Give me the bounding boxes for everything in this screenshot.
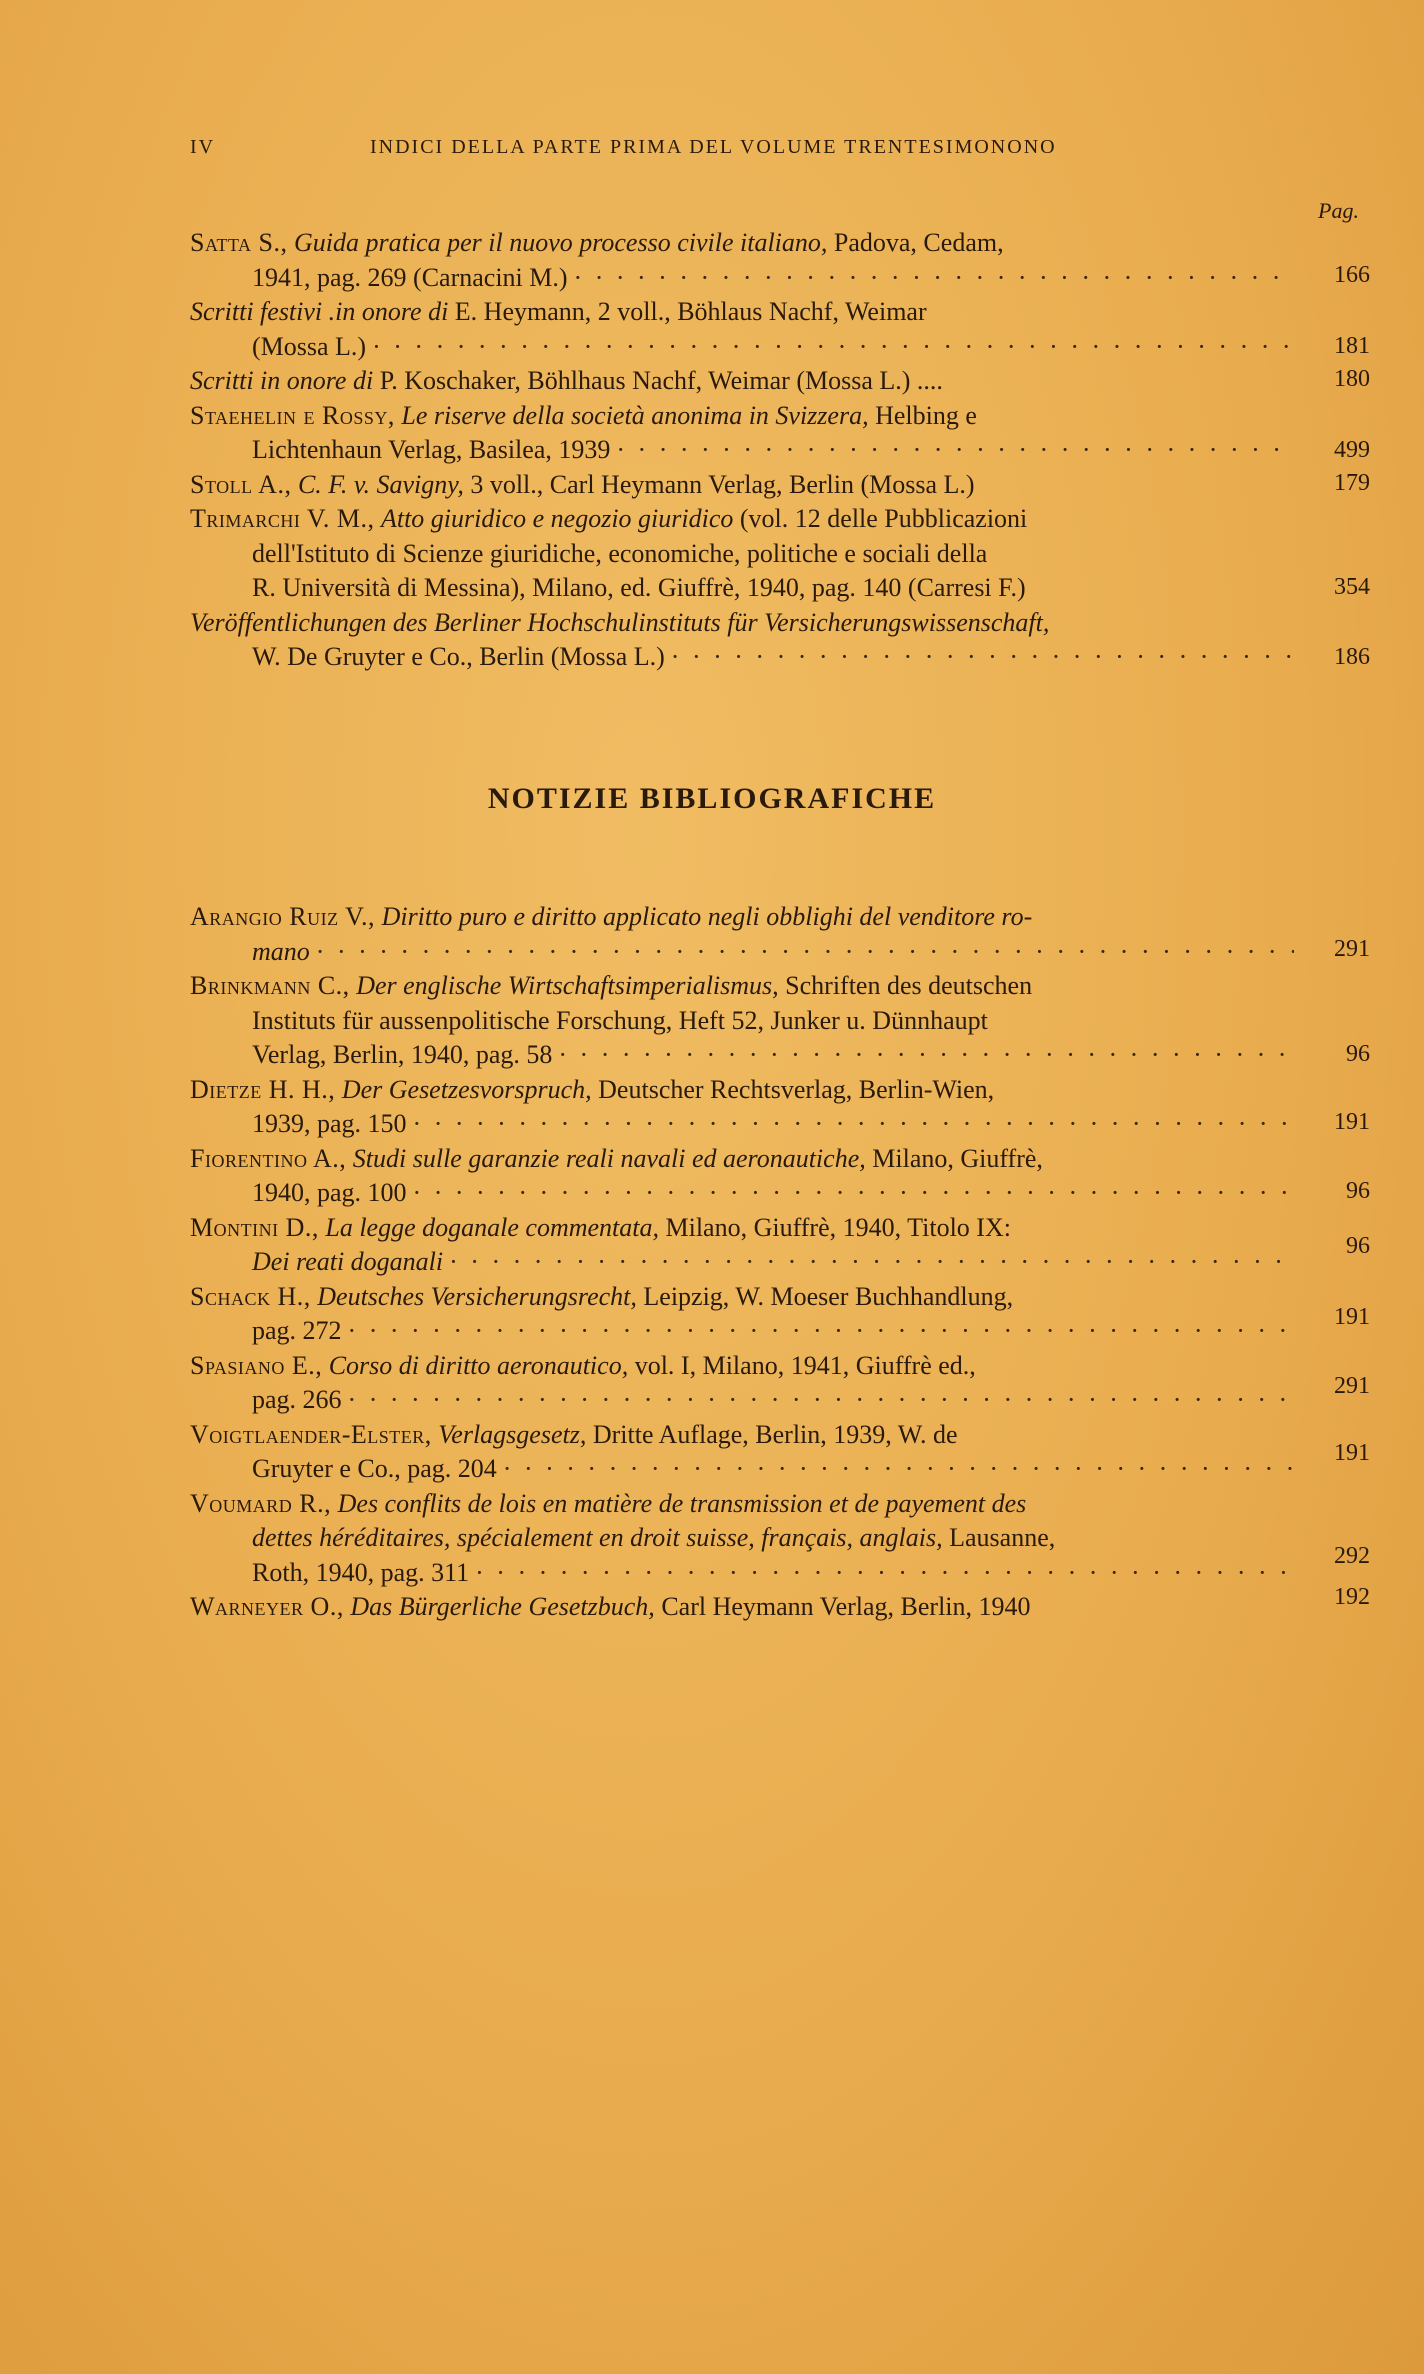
entry-details: Roth, 1940, pag. 311 [252, 1557, 470, 1587]
notizie-list [190, 900, 1370, 1625]
entry-page-number: 291 [1334, 1372, 1370, 1399]
entry-title: Corso di diritto aeronautico, [328, 1350, 629, 1380]
entry-publisher: Milano, Giuffrè, [872, 1143, 1043, 1173]
entry-details: W. De Gruyter e Co., Berlin (Mossa L.) [252, 642, 665, 671]
entry-page-number: 499 [1334, 436, 1370, 463]
index-entry [190, 1142, 1370, 1211]
entry-details: 1941, pag. 269 (Carnacini M.) [252, 262, 568, 292]
entry-details: R. Università di Messina), Milano, ed. Giuffrè, 1940, pag. 140 (Carresi F.) [252, 573, 1026, 602]
entry-page-number: 179 [1334, 469, 1370, 496]
index-entry [190, 1349, 1370, 1418]
entry-author: Voumard R., [190, 1488, 332, 1518]
entry-publisher: Milano, Giuffrè, 1940, Titolo IX: [665, 1212, 1011, 1242]
entry-details: pag. 266 [252, 1385, 342, 1414]
entry-publisher: Helbing e [875, 400, 977, 430]
entry-title: C. F. v. Savigny, [297, 469, 464, 499]
entry-publisher: Padova, Cedam, [833, 228, 1004, 257]
entry-author: Warneyer O., [190, 1592, 344, 1621]
index-entry [190, 226, 1370, 295]
index-entry [190, 1418, 1370, 1487]
entry-page-number: 96 [1346, 1177, 1370, 1204]
entry-details: dettes héréditaires, spécialement en droit suisse, français, anglais, [252, 1523, 943, 1552]
index-entry [190, 1584, 1370, 1625]
entry-title: Des conflits de lois en matière de transmission et de payement des [337, 1488, 1027, 1518]
leader-dots [475, 1556, 1294, 1591]
leader-dots [372, 330, 1294, 365]
entry-details: Lichtenhaun Verlag, Basilea, 1939 [252, 435, 611, 464]
index-entry [190, 606, 1370, 675]
entry-title: Deutsches Versicherungsrecht, [317, 1281, 637, 1311]
entry-page-number: 191 [1334, 1108, 1370, 1135]
leader-dots [316, 935, 1294, 970]
index-entry [190, 399, 1370, 468]
index-entry [190, 468, 1370, 503]
leader-dots [503, 1452, 1294, 1487]
index-entry [190, 969, 1370, 1073]
entry-publisher: Carl Heymann Verlag, Berlin, 1940 [661, 1592, 1031, 1621]
entry-title: Atto giuridico e negozio giuridico [380, 504, 734, 533]
entry-page-number: 96 [1346, 1041, 1370, 1067]
index-entry [190, 1487, 1370, 1591]
entry-details: pag. 272 [252, 1316, 342, 1345]
section-title: NOTIZIE BIBLIOGRAFICHE [487, 782, 937, 815]
entry-page-number: 291 [1334, 936, 1370, 962]
entry-title: Scritti festivi .in onore di [190, 297, 449, 326]
entry-publisher: Deutscher Rechtsverlag, Berlin-Wien, [598, 1074, 995, 1104]
index-entry [190, 364, 1370, 399]
entry-page-number: 186 [1334, 643, 1370, 670]
entry-author: Schack H., [190, 1281, 311, 1311]
entry-author: Brinkmann C., [190, 971, 350, 1000]
entry-details: Instituts für aussenpolitische Forschung, Heft 52, Junker u. Dünnhaupt [252, 1005, 988, 1035]
running-title: INDICI DELLA PARTE PRIMA DEL VOLUME TRENTESIMONONO [370, 136, 1057, 158]
index-entry [190, 502, 1370, 606]
entry-page-number: 292 [1334, 1542, 1370, 1569]
leader-dots [574, 261, 1294, 296]
entry-details: 1939, pag. 150 [252, 1109, 407, 1138]
reviews-list [190, 226, 1370, 675]
entry-title: La legge doganale commentata, [325, 1212, 659, 1242]
entry-details: (Mossa L.) [252, 331, 367, 361]
entry-title: Das Bürgerliche Gesetzbuch, [350, 1592, 655, 1621]
entry-details: 1940, pag. 100 [252, 1178, 407, 1207]
entry-page-number: 192 [1334, 1584, 1370, 1610]
entry-page-number: 96 [1346, 1232, 1370, 1259]
entry-details: dell'Istituto di Scienze giuridiche, economiche, politiche e sociali della [252, 538, 988, 568]
entry-title: Studi sulle garanzie reali navali ed aeronautiche, [352, 1143, 866, 1173]
entry-author: Arangio Ruiz V., [190, 902, 376, 931]
entry-publisher: Schriften des deutschen [785, 971, 1033, 1000]
leader-dots [671, 640, 1294, 675]
entry-publisher: E. Heymann, 2 voll., Böhlaus Nachf, Weimar [454, 297, 927, 326]
index-entry [190, 900, 1370, 969]
pag-column-label: Pag. [1318, 198, 1359, 223]
index-entry [190, 1073, 1370, 1142]
entry-title: Le riserve della società anonima in Svizzera, [401, 400, 869, 430]
leader-dots [616, 433, 1294, 468]
entry-title: Verlagsgesetz, [438, 1419, 587, 1449]
entry-publisher: P. Koschaker, Böhlhaus Nachf, Weimar (Mossa L.) .... [379, 366, 943, 395]
entry-title: Diritto puro e diritto applicato negli obblighi del venditore ro- [381, 902, 1033, 931]
entry-page-number: 191 [1334, 1303, 1370, 1330]
entry-page-number: 191 [1334, 1439, 1370, 1466]
entry-author: Voigtlaender-Elster, [190, 1419, 432, 1449]
entry-publisher: (vol. 12 delle Pubblicazioni [739, 504, 1028, 533]
entry-page-number: 166 [1334, 262, 1370, 288]
leader-dots [348, 1383, 1294, 1418]
entry-page-number: 354 [1334, 574, 1370, 600]
leader-dots [413, 1176, 1294, 1211]
entry-title: Guida pratica per il nuovo processo civile italiano, [293, 228, 828, 257]
entry-author: Montini D., [190, 1212, 319, 1242]
entry-page-number: 180 [1334, 366, 1370, 392]
leader-dots [348, 1314, 1294, 1349]
entry-details: Verlag, Berlin, 1940, pag. 58 [252, 1040, 553, 1069]
entry-author: Staehelin e Rossy, [190, 400, 395, 430]
entry-author: Trimarchi V. M., [190, 504, 375, 533]
index-entry [190, 1211, 1370, 1280]
leader-dots [449, 1245, 1294, 1280]
entry-page-number: 181 [1334, 333, 1370, 359]
index-entry [190, 295, 1370, 364]
page-folio: IV [190, 136, 216, 158]
leader-dots [558, 1038, 1294, 1073]
entry-publisher: Dritte Auflage, Berlin, 1939, W. de [592, 1419, 958, 1449]
entry-publisher: 3 voll., Carl Heymann Verlag, Berlin (Mossa L.) [470, 469, 975, 499]
entry-details: Dei reati doganali [252, 1247, 444, 1276]
entry-title: Der Gesetzesvorspruch, [341, 1074, 592, 1104]
entry-author: Stoll A., [190, 469, 292, 499]
index-entry [190, 1280, 1370, 1349]
entry-publisher: Leipzig, W. Moeser Buchhandlung, [643, 1281, 1014, 1311]
entry-publisher: Lausanne, [949, 1523, 1056, 1552]
entry-author: Satta S., [190, 228, 288, 257]
entry-author: Dietze H. H., [190, 1074, 336, 1104]
entry-title: Der englische Wirtschaftsimperialismus, [356, 971, 779, 1000]
entry-publisher: vol. I, Milano, 1941, Giuffrè ed., [634, 1350, 976, 1380]
entry-author: Spasiano E., [190, 1350, 323, 1380]
entry-details: mano [252, 936, 310, 966]
entry-title: Scritti in onore di [190, 366, 374, 395]
leader-dots [413, 1107, 1294, 1142]
entry-title: Veröffentlichungen des Berliner Hochschulinstituts für Versicherungswissenschaft, [190, 607, 1050, 637]
entry-details: Gruyter e Co., pag. 204 [252, 1454, 497, 1483]
entry-author: Fiorentino A., [190, 1143, 347, 1173]
